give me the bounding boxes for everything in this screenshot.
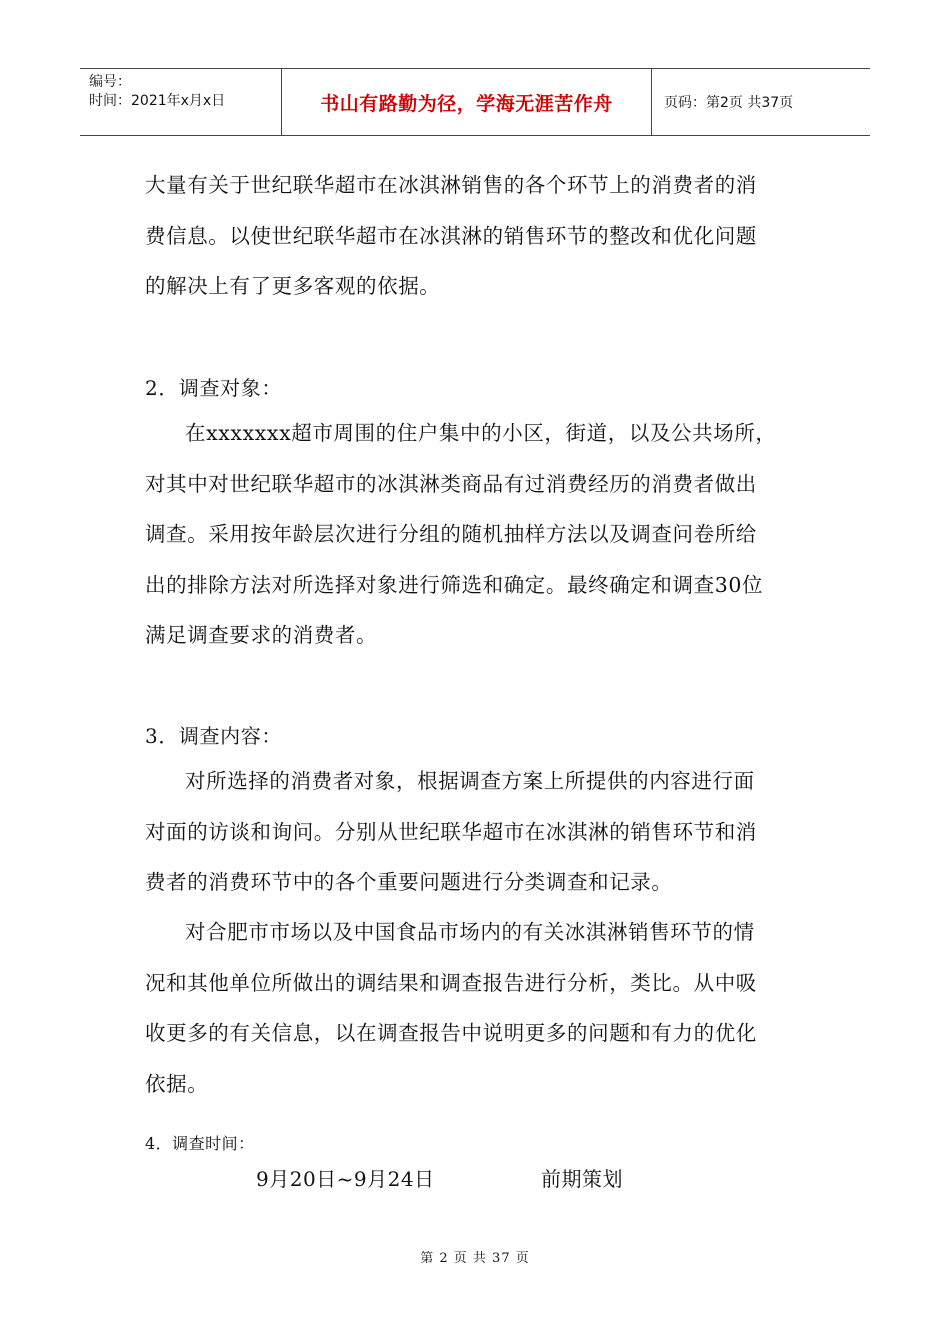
- schedule-task: 前期策划: [541, 1167, 623, 1191]
- text-line: 收更多的有关信息，以在调查报告中说明更多的问题和有力的优化: [145, 1021, 757, 1045]
- text-line: 调查。采用按年龄层次进行分组的随机抽样方法以及调查问卷所给: [145, 522, 757, 546]
- text-line: 依据。: [145, 1071, 209, 1096]
- section-2-paragraph: [145, 408, 810, 661]
- section-3-title: 3．调查内容：: [145, 724, 282, 748]
- section-4-title: 4．调查时间：: [145, 1134, 255, 1153]
- header-page-info: 页码：第2页 共37页: [664, 95, 794, 111]
- text-line: 对面的访谈和询问。分别从世纪联华超市在冰淇淋的销售环节和消: [145, 819, 757, 844]
- section-2-title: 2．调查对象：: [145, 376, 282, 400]
- header-meta: [80, 69, 282, 135]
- header-motto: 书山有路勤为径，学海无涯苦作舟: [282, 69, 652, 135]
- text-line: 对其中对世纪联华超市的冰淇淋类商品有过消费经历的消费者做出: [145, 471, 757, 496]
- text-line: 满足调查要求的消费者。: [145, 623, 378, 647]
- text-line: 在xxxxxxx超市周围的住户集中的小区，街道，以及公共场所，: [185, 421, 777, 445]
- text-line: 大量有关于世纪联华超市在冰淇淋销售的各个环节上的消费者的消: [145, 173, 757, 197]
- doc-number-label: 编号：: [89, 74, 131, 90]
- text-line: 对合肥市市场以及中国食品市场内的有关冰淇淋销售环节的情: [185, 920, 755, 944]
- date-text: 时间：2021年x月x日: [89, 93, 226, 109]
- intro-paragraph: [145, 160, 810, 312]
- page-footer: 第 2 页 共 37 页: [420, 1251, 530, 1266]
- section-3-paragraph-2: [145, 907, 810, 1109]
- text-line: 费信息。以使世纪联华超市在冰淇淋的销售环节的整改和优化问题: [145, 223, 757, 248]
- text-line: 费者的消费环节中的各个重要问题进行分类调查和记录。: [145, 870, 673, 894]
- text-line: 的解决上有了更多客观的依据。: [145, 274, 441, 298]
- text-line: 况和其他单位所做出的调结果和调查报告进行分析，类比。从中吸: [145, 970, 757, 995]
- text-line: 对所选择的消费者对象，根据调查方案上所提供的内容进行面: [185, 769, 755, 793]
- page-header: [80, 68, 870, 136]
- schedule-dates: 9月20日~9月24日: [256, 1167, 435, 1191]
- section-3-paragraph-1: [145, 756, 810, 908]
- text-line: 出的排除方法对所选择对象进行筛选和确定。最终确定和调查30位: [145, 572, 764, 597]
